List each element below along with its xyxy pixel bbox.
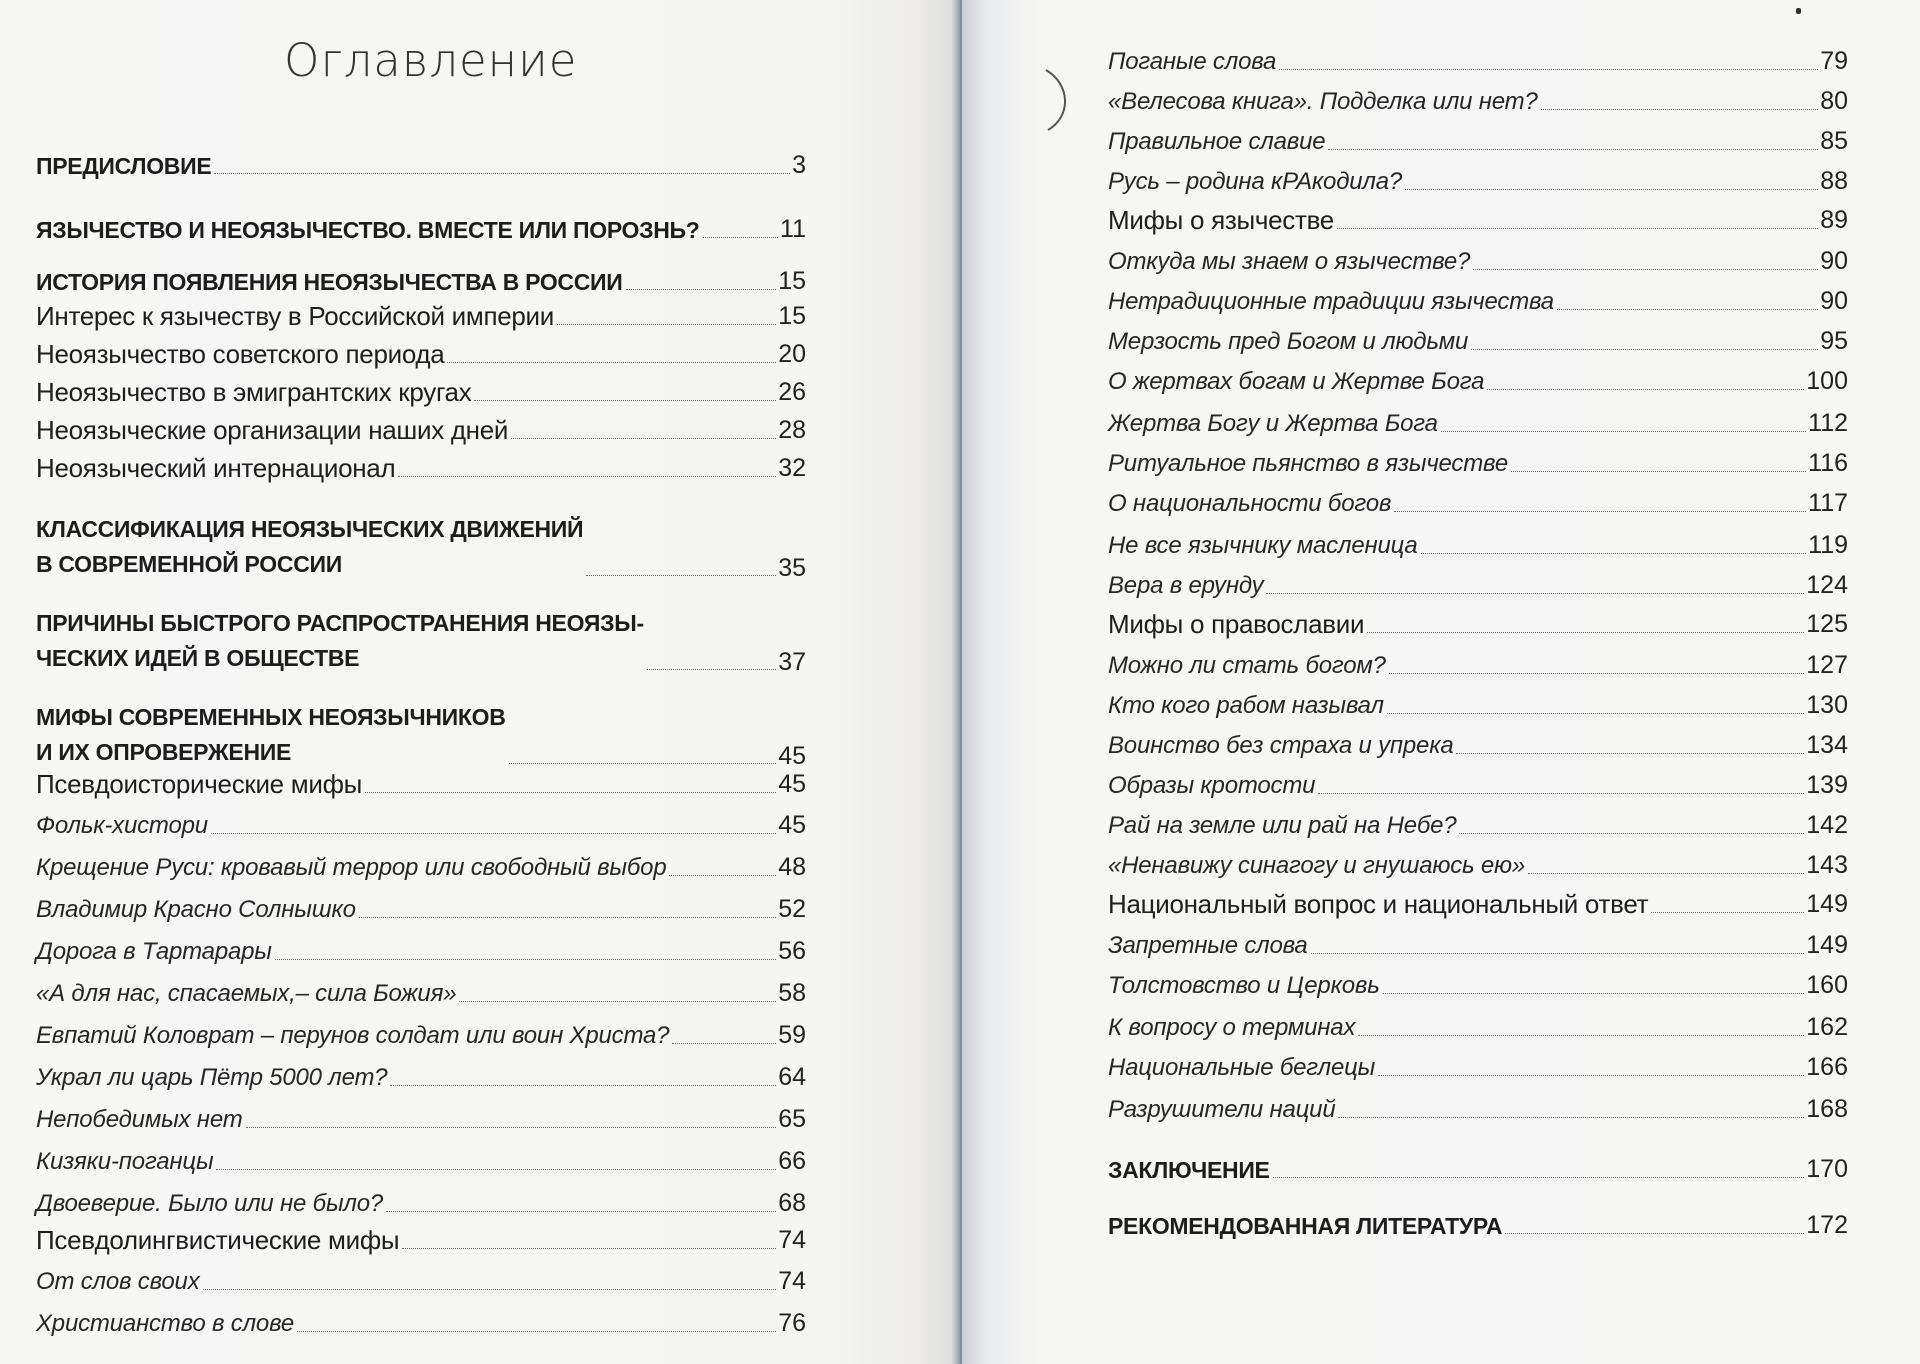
dot-leader xyxy=(511,438,776,439)
dot-leader xyxy=(672,1043,776,1044)
toc-entry xyxy=(1108,288,1848,316)
toc-entry-title: Дорога в Тартарары xyxy=(36,938,272,966)
toc-entry-title: РЕКОМЕНДОВАННАЯ ЛИТЕРАТУРА xyxy=(1108,1213,1503,1240)
dot-leader xyxy=(275,959,776,960)
toc-entry-title: Двоеверие. Было или не было? xyxy=(36,1190,384,1218)
toc-entry xyxy=(1108,128,1848,156)
dot-leader xyxy=(1389,673,1804,674)
dot-leader xyxy=(1405,189,1818,190)
toc-page-number: 117 xyxy=(1808,489,1848,517)
toc-entry xyxy=(36,1106,806,1134)
dot-leader xyxy=(402,1248,776,1249)
dot-leader xyxy=(1358,1035,1804,1036)
dot-leader xyxy=(1459,833,1804,834)
toc-entry xyxy=(36,1226,806,1255)
toc-page-number: 45 xyxy=(778,741,806,770)
toc-entry xyxy=(1108,692,1848,720)
toc-entry-title: Запретные слова xyxy=(1108,932,1308,960)
dot-leader xyxy=(1266,593,1804,594)
toc-page-number: 139 xyxy=(1806,771,1848,799)
toc-entry-title: Интерес к язычеству в Российской империи xyxy=(36,301,554,331)
toc-entry xyxy=(36,216,806,244)
toc-page-number: 52 xyxy=(778,895,806,923)
dot-leader xyxy=(1473,269,1818,270)
right-page xyxy=(962,0,1920,1364)
toc-entry-title: Разрушители наций xyxy=(1108,1096,1336,1124)
toc-page-number: 160 xyxy=(1806,971,1848,999)
dot-leader xyxy=(1383,993,1805,994)
toc-entry-title xyxy=(36,606,644,676)
toc-entry xyxy=(1108,88,1848,116)
dot-leader xyxy=(246,1127,777,1128)
toc-page-number: 88 xyxy=(1820,167,1848,195)
toc-entry-title: Можно ли стать богом? xyxy=(1108,652,1386,680)
toc-entry-title: Мерзость пред Богом и людьми xyxy=(1108,328,1469,356)
dot-leader xyxy=(1557,309,1818,310)
toc-entry-title: Евпатий Коловрат – перунов солдат или воин Христа? xyxy=(36,1022,670,1050)
toc-page-number: 28 xyxy=(778,416,806,445)
toc-entry-title: От слов своих xyxy=(36,1268,200,1296)
page-title: Оглавление xyxy=(284,34,578,87)
dot-leader xyxy=(214,173,790,174)
toc-entry-title: К вопросу о терминах xyxy=(1108,1014,1356,1042)
dot-leader xyxy=(557,324,776,325)
ink-speck xyxy=(1796,8,1801,14)
toc-page-number: 89 xyxy=(1820,206,1848,235)
toc-entry xyxy=(1108,610,1848,639)
toc-entry-title: ЗАКЛЮЧЕНИЕ xyxy=(1108,1157,1270,1184)
toc-entry xyxy=(36,812,806,840)
toc-entry xyxy=(1108,1096,1848,1124)
toc-entry xyxy=(1108,852,1848,880)
toc-page-number: 79 xyxy=(1820,47,1848,75)
toc-page-number: 37 xyxy=(778,647,806,676)
toc-entry xyxy=(36,512,806,582)
toc-page-number: 56 xyxy=(778,937,806,965)
toc-entry xyxy=(1108,532,1848,560)
toc-page-number: 80 xyxy=(1820,87,1848,115)
toc-entry-title: Мифы о православии xyxy=(1108,609,1365,639)
toc-entry-title: Откуда мы знаем о язычестве? xyxy=(1108,248,1471,276)
toc-page-number: 116 xyxy=(1808,449,1848,477)
toc-page-number: 168 xyxy=(1806,1095,1848,1123)
toc-entry-title: Жертва Богу и Жертва Бога xyxy=(1108,410,1438,438)
dot-leader xyxy=(1541,109,1819,110)
dot-leader xyxy=(669,875,776,876)
dot-leader xyxy=(297,1331,776,1332)
toc-entry-title-line: И ИХ ОПРОВЕРЖЕНИЕ xyxy=(36,739,292,765)
dot-leader xyxy=(1505,1233,1804,1234)
toc-page-number: 90 xyxy=(1820,247,1848,275)
toc-entry xyxy=(36,268,806,296)
toc-page-number: 15 xyxy=(778,302,806,331)
dot-leader xyxy=(365,792,776,793)
toc-page-number: 74 xyxy=(778,1226,806,1255)
toc-page-number: 48 xyxy=(778,853,806,881)
toc-entry-title: Не все язычнику масленица xyxy=(1108,532,1418,560)
toc-entry-title: «Ненавижу синагогу и гнушаюсь ею» xyxy=(1108,852,1526,880)
toc-page-number: 127 xyxy=(1806,651,1848,679)
dot-leader xyxy=(586,575,776,576)
dot-leader xyxy=(509,763,777,764)
dot-leader xyxy=(1367,632,1804,633)
toc-entry xyxy=(1108,48,1848,76)
toc-page-number: 125 xyxy=(1806,610,1848,639)
toc-entry-title: «А для нас, спасаемых,– сила Божия» xyxy=(36,980,457,1008)
toc-entry-title-line: МИФЫ СОВРЕМЕННЫХ НЕОЯЗЫЧНИКОВ xyxy=(36,704,506,730)
toc-entry-title: Кто кого рабом называл xyxy=(1108,692,1384,720)
dot-leader xyxy=(1387,713,1804,714)
dot-leader xyxy=(1394,511,1806,512)
toc-entry-title: «Велесова книга». Подделка или нет? xyxy=(1108,88,1538,116)
toc-entry xyxy=(36,938,806,966)
toc-entry-title: Воинство без страха и упрека xyxy=(1108,732,1454,760)
toc-entry xyxy=(1108,652,1848,680)
toc-page-number: 15 xyxy=(778,267,806,295)
toc-page-number: 124 xyxy=(1806,571,1848,599)
toc-entry-title: Владимир Красно Солнышко xyxy=(36,896,356,924)
toc-entry-title: ИСТОРИЯ ПОЯВЛЕНИЯ НЕОЯЗЫЧЕСТВА В РОССИИ xyxy=(36,269,623,296)
toc-page-number: 59 xyxy=(778,1021,806,1049)
toc-entry xyxy=(1108,732,1848,760)
toc-entry-title xyxy=(36,512,583,582)
dot-leader xyxy=(1441,431,1806,432)
toc-page-number: 100 xyxy=(1806,367,1848,395)
dot-leader xyxy=(1471,349,1818,350)
toc-entry-title: Христианство в слове xyxy=(36,1310,295,1338)
toc-entry xyxy=(1108,450,1848,478)
toc-page-number: 143 xyxy=(1806,851,1848,879)
toc-entry-title: Псевдоисторические мифы xyxy=(36,769,363,799)
toc-page-number: 130 xyxy=(1806,691,1848,719)
toc-page-number: 166 xyxy=(1806,1053,1848,1081)
toc-page-number: 11 xyxy=(780,215,806,243)
toc-entry-title: Рай на земле или рай на Небе? xyxy=(1108,812,1457,840)
toc-entry xyxy=(1108,490,1848,518)
toc-page-number: 66 xyxy=(778,1147,806,1175)
dot-leader xyxy=(1378,1075,1804,1076)
toc-entry xyxy=(1108,368,1848,396)
dot-leader xyxy=(1421,553,1807,554)
dot-leader xyxy=(216,1169,776,1170)
toc-entry-title: Толстовство и Церковь xyxy=(1108,972,1380,1000)
toc-page-number: 20 xyxy=(778,340,806,369)
toc-page-number: 90 xyxy=(1820,287,1848,315)
dot-leader xyxy=(1318,793,1804,794)
dot-leader xyxy=(1311,953,1805,954)
toc-entry xyxy=(36,378,806,407)
toc-entry xyxy=(36,454,806,483)
toc-entry-title: ЯЗЫЧЕСТВО И НЕОЯЗЫЧЕСТВО. ВМЕСТЕ ИЛИ ПОРОЗНЬ? xyxy=(36,217,700,244)
toc-entry-title: Псевдолингвистические мифы xyxy=(36,1225,400,1255)
toc-entry-title: Неоязычество в эмигрантских кругах xyxy=(36,377,472,407)
toc-entry xyxy=(36,1022,806,1050)
toc-entry-title-line: КЛАССИФИКАЦИЯ НЕОЯЗЫЧЕСКИХ ДВИЖЕНИЙ xyxy=(36,516,584,542)
toc-entry-title-line: ПРИЧИНЫ БЫСТРОГО РАСПРОСТРАНЕНИЯ НЕОЯЗЫ- xyxy=(36,610,644,636)
toc-page-number: 3 xyxy=(792,151,806,179)
toc-entry-title: Крещение Руси: кровавый террор или свободный выбор xyxy=(36,854,667,882)
dot-leader xyxy=(1338,1117,1804,1118)
toc-page-number: 26 xyxy=(778,378,806,407)
toc-entry-title xyxy=(36,700,506,770)
toc-page-number: 68 xyxy=(778,1189,806,1217)
toc-page-number: 35 xyxy=(778,553,806,582)
toc-page-number: 45 xyxy=(778,770,806,799)
toc-entry-title: Неоязычество советского периода xyxy=(36,339,445,369)
toc-entry xyxy=(1108,1212,1848,1240)
dot-leader xyxy=(1456,753,1804,754)
toc-entry xyxy=(36,606,806,676)
toc-page-number: 76 xyxy=(778,1309,806,1337)
toc-entry-title: Образы кротости xyxy=(1108,772,1316,800)
toc-entry xyxy=(1108,248,1848,276)
dot-leader xyxy=(1279,69,1818,70)
toc-entry-title: Непобедимых нет xyxy=(36,1106,243,1134)
dot-leader xyxy=(647,669,776,670)
toc-entry-title: Русь – родина кРАкодила? xyxy=(1108,168,1403,196)
toc-entry xyxy=(36,340,806,369)
toc-entry xyxy=(1108,410,1848,438)
toc-entry xyxy=(36,416,806,445)
toc-entry xyxy=(1108,168,1848,196)
dot-leader xyxy=(1337,228,1818,229)
toc-entry xyxy=(1108,328,1848,356)
toc-entry xyxy=(1108,812,1848,840)
toc-entry-title: Украл ли царь Пётр 5000 лет? xyxy=(36,1064,388,1092)
toc-entry xyxy=(1108,1156,1848,1184)
toc-entry xyxy=(1108,932,1848,960)
toc-entry-title-line: ЧЕСКИХ ИДЕЙ В ОБЩЕСТВЕ xyxy=(36,645,360,671)
toc-entry xyxy=(1108,890,1848,919)
dot-leader xyxy=(390,1085,776,1086)
toc-entry xyxy=(36,1064,806,1092)
toc-entry xyxy=(1108,1014,1848,1042)
toc-entry xyxy=(1108,572,1848,600)
toc-entry-title: О национальности богов xyxy=(1108,490,1392,518)
toc-entry-title: Неоязыческий интернационал xyxy=(36,453,396,483)
toc-entry xyxy=(1108,972,1848,1000)
toc-entry-title-line: В СОВРЕМЕННОЙ РОССИИ xyxy=(36,551,342,577)
toc-page-number: 170 xyxy=(1806,1155,1848,1183)
dot-leader xyxy=(703,237,779,238)
dot-leader xyxy=(203,1289,777,1290)
dot-leader xyxy=(459,1001,776,1002)
toc-page-number: 85 xyxy=(1820,127,1848,155)
toc-page-number: 74 xyxy=(778,1267,806,1295)
toc-entry xyxy=(36,1190,806,1218)
toc-page-number: 149 xyxy=(1806,890,1848,919)
toc-entry-title: Национальные беглецы xyxy=(1108,1054,1376,1082)
toc-page-number: 112 xyxy=(1808,409,1848,437)
toc-entry xyxy=(36,152,806,180)
toc-page-number: 95 xyxy=(1820,327,1848,355)
dot-leader xyxy=(1487,389,1804,390)
dot-leader xyxy=(447,362,776,363)
dot-leader xyxy=(474,400,776,401)
toc-entry-title: Нетрадиционные традиции язычества xyxy=(1108,288,1554,316)
toc-page-number: 32 xyxy=(778,454,806,483)
toc-entry xyxy=(36,1148,806,1176)
dot-leader xyxy=(626,289,777,290)
dot-leader xyxy=(386,1211,776,1212)
toc-entry xyxy=(36,854,806,882)
toc-page-number: 142 xyxy=(1806,811,1848,839)
toc-entry-title: Вера в ерунду xyxy=(1108,572,1264,600)
dot-leader xyxy=(1511,471,1806,472)
toc-entry xyxy=(1108,772,1848,800)
dot-leader xyxy=(1651,912,1804,913)
toc-entry-title: Неоязыческие организации наших дней xyxy=(36,415,509,445)
toc-entry-title: О жертвах богам и Жертве Бога xyxy=(1108,368,1485,396)
dot-leader xyxy=(1273,1177,1805,1178)
toc-entry-title: Поганые слова xyxy=(1108,48,1277,76)
toc-entry-title: Кизяки-поганцы xyxy=(36,1148,214,1176)
toc-entry xyxy=(36,896,806,924)
toc-entry-title: Правильное славие xyxy=(1108,128,1326,156)
toc-page-number: 45 xyxy=(778,811,806,839)
dot-leader xyxy=(1328,149,1818,150)
toc-page-number: 119 xyxy=(1808,531,1848,559)
toc-entry-title: Ритуальное пьянство в язычестве xyxy=(1108,450,1508,478)
toc-entry xyxy=(1108,1054,1848,1082)
toc-entry xyxy=(36,770,806,799)
toc-page-number: 134 xyxy=(1806,731,1848,759)
toc-entry xyxy=(36,1310,806,1338)
toc-page-number: 58 xyxy=(778,979,806,1007)
left-page xyxy=(0,0,958,1364)
dot-leader xyxy=(359,917,776,918)
toc-page-number: 65 xyxy=(778,1105,806,1133)
toc-entry xyxy=(36,980,806,1008)
toc-page-number: 162 xyxy=(1806,1013,1848,1041)
toc-entry-title: Национальный вопрос и национальный ответ xyxy=(1108,889,1649,919)
toc-entry-title: ПРЕДИСЛОВИЕ xyxy=(36,153,212,180)
toc-page-number: 172 xyxy=(1806,1211,1848,1239)
pen-mark xyxy=(1040,66,1080,136)
toc-entry xyxy=(36,700,806,770)
toc-page-number: 64 xyxy=(778,1063,806,1091)
toc-entry xyxy=(36,302,806,331)
dot-leader xyxy=(1528,873,1804,874)
dot-leader xyxy=(398,476,776,477)
toc-entry xyxy=(1108,206,1848,235)
toc-entry-title: Мифы о язычестве xyxy=(1108,205,1334,235)
toc-page-number: 149 xyxy=(1806,931,1848,959)
toc-entry-title: Фольк-хистори xyxy=(36,812,208,840)
toc-entry xyxy=(36,1268,806,1296)
dot-leader xyxy=(211,833,776,834)
